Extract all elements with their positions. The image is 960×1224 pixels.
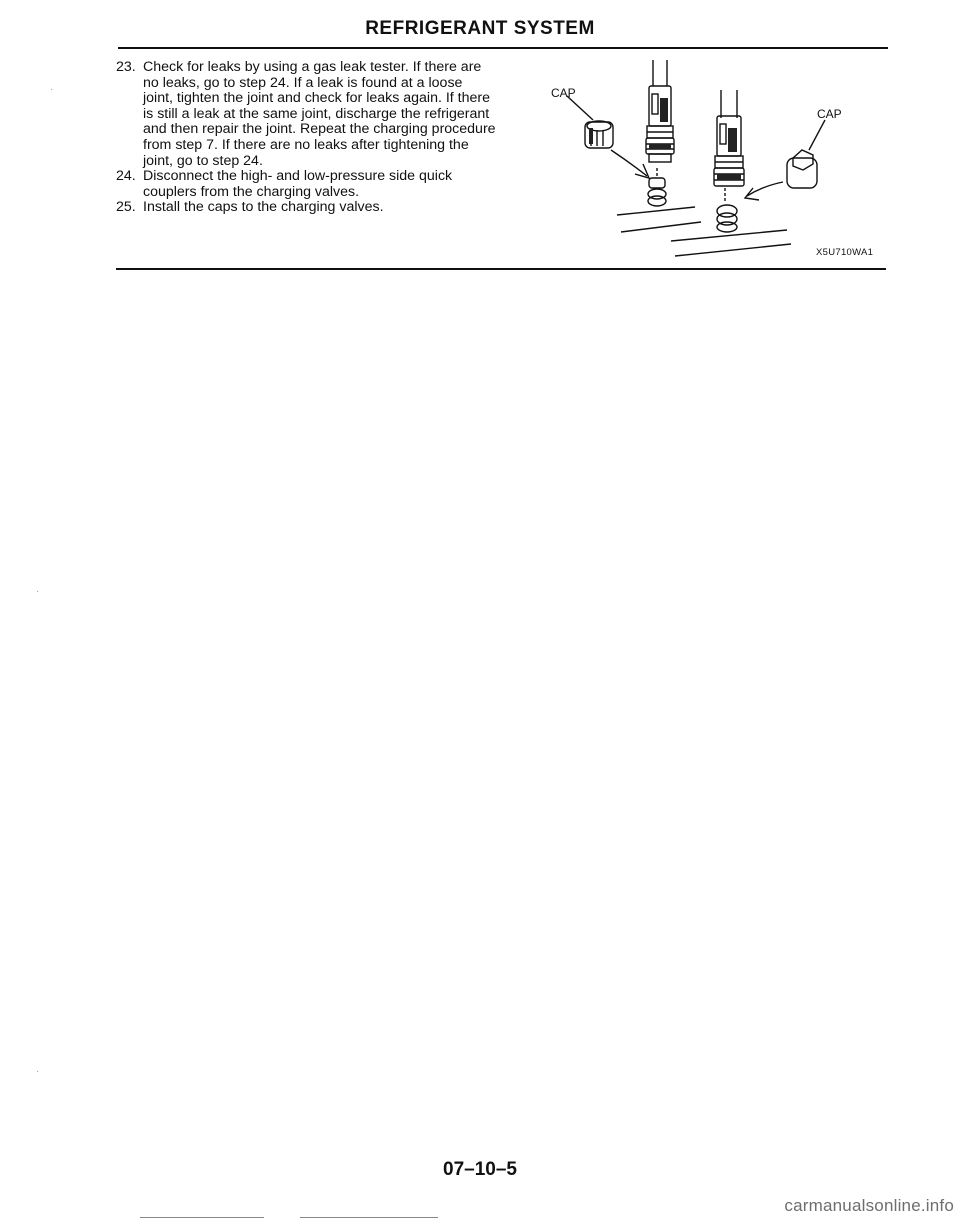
scan-speck: ·: [50, 84, 54, 95]
step-item: [116, 200, 496, 216]
footer-rule: [300, 1217, 438, 1218]
step-number: 25.: [116, 199, 136, 216]
scan-speck: ·: [36, 586, 40, 597]
step-text: Disconnect the high- and low-pressure side quick couplers from the charging valves.: [143, 168, 453, 200]
watermark: carmanualsonline.info: [784, 1196, 954, 1215]
figure-code: X5U710WA1: [816, 247, 874, 258]
step-number: 24.: [116, 168, 136, 185]
valve-drawing: [525, 58, 895, 270]
step-number: 23.: [116, 59, 136, 75]
step-item: [116, 60, 496, 169]
step-text: Install the caps to the charging valves.: [143, 199, 384, 216]
header-rule: [118, 47, 888, 49]
charging-valve-illustration: [525, 58, 895, 270]
cap-label-right: CAP: [817, 107, 842, 121]
footer-rule: [140, 1217, 264, 1218]
step-text: Check for leaks by using a gas leak tester. If there are no leaks, go to step 24. If a leak is found at a loose joint, tighten the joint and check for leaks again. If there is still a leak at the same joint, discharge the refrigerant and then repair the joint. Repeat the charging procedure from step 7. If there are no leaks after tightening the joint, go to step 24.: [143, 59, 496, 169]
scan-speck: ·: [36, 1066, 40, 1077]
cap-label-left: CAP: [551, 86, 576, 100]
section-rule: [116, 268, 886, 270]
page-header: REFRIGERANT SYSTEM: [365, 18, 595, 39]
page-number: 07–10–5: [443, 1159, 517, 1180]
procedure-steps: [116, 60, 496, 216]
step-item: [116, 169, 496, 200]
